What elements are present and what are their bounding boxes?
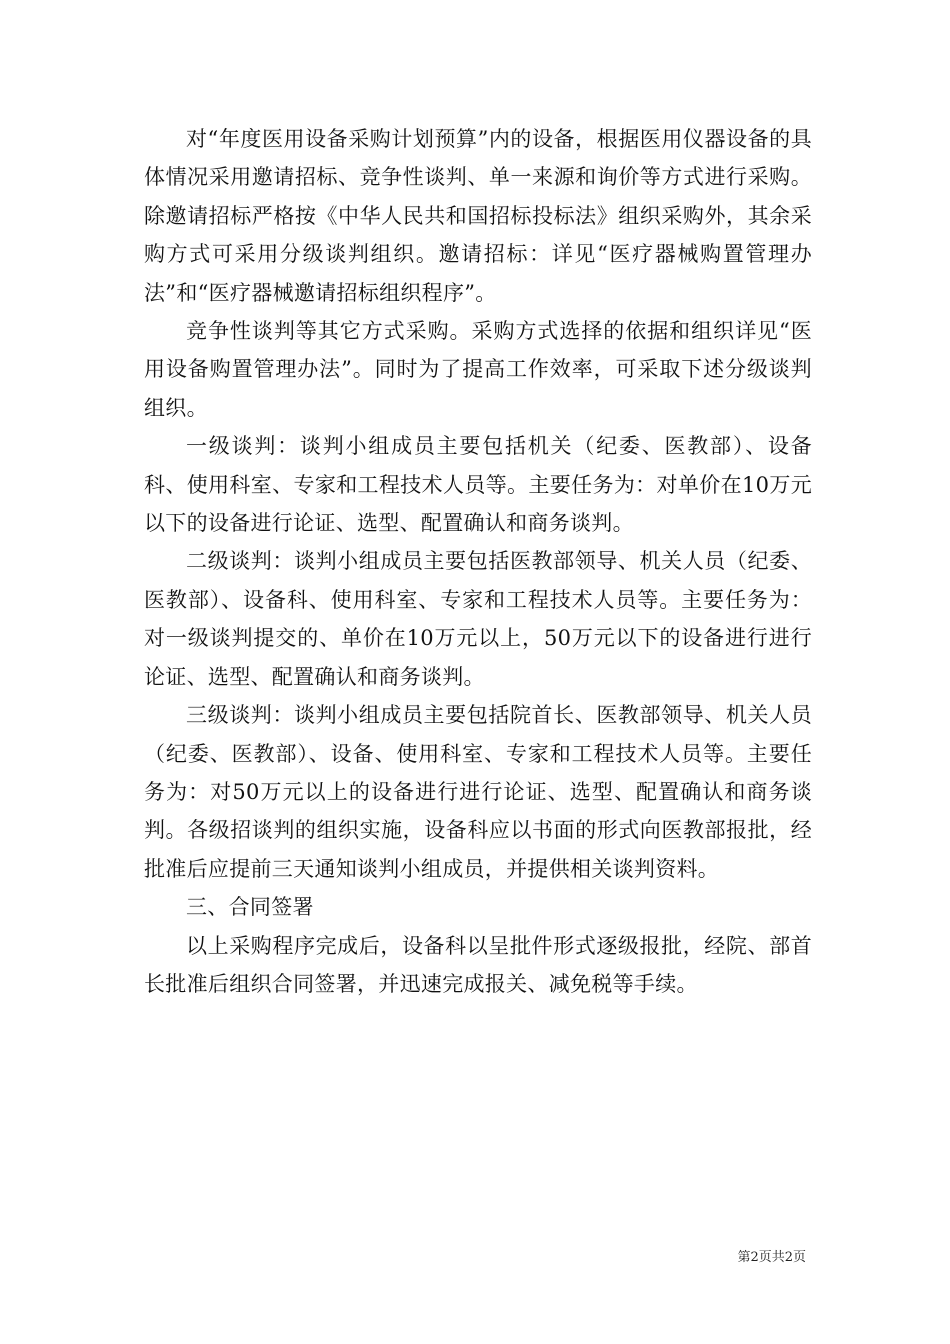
paragraph-competitive-negotiation: 竞争性谈判等其它方式采购。采购方式选择的依据和组织详见“医用设备购置管理办法”。同时为了提高工作效率，可采取下述分级谈判组织。 <box>144 319 812 420</box>
paragraph-invited-bidding: 对“年度医用设备采购计划预算”内的设备，根据医用仪器设备的具体情况采用邀请招标、竞争性谈判、单一来源和询价等方式进行采购。除邀请招标严格按《中华人民共和国招标投标法》组织采购外，其余采购方式可采用分级谈判组织。邀请招标：详见“医疗器械购置管理办法”和“医疗器械邀请招标组织程序”。 <box>144 127 812 305</box>
section-heading-contract-signing: 三、合同签署 <box>186 895 314 920</box>
paragraph-level-three-negotiation: 三级谈判：谈判小组成员主要包括院首长、医教部领导、机关人员（纪委、医教部）、设备、使用科室、专家和工程技术人员等。主要任务为：对50万元以上的设备进行进行论证、选型、配置确认和商务谈判。各级招谈判的组织实施，设备科应以书面的形式向医教部报批，经批准后应提前三天通知谈判小组成员，并提供相关谈判资料。 <box>144 703 812 881</box>
page-number: 第2页共2页 <box>737 1250 806 1265</box>
paragraph-level-one-negotiation: 一级谈判：谈判小组成员主要包括机关（纪委、医教部）、设备科、使用科室、专家和工程技术人员等。主要任务为：对单价在10万元以下的设备进行论证、选型、配置确认和商务谈判。 <box>144 434 812 536</box>
paragraph-level-two-negotiation: 二级谈判：谈判小组成员主要包括医教部领导、机关人员（纪委、医教部）、设备科、使用科室、专家和工程技术人员等。主要任务为：对一级谈判提交的、单价在10万元以上，50万元以下的设备进行进行论证、选型、配置确认和商务谈判。 <box>144 549 812 689</box>
paragraph-contract-signing: 以上采购程序完成后，设备科以呈批件形式逐级报批，经院、部首长批准后组织合同签署，并迅速完成报关、减免税等手续。 <box>144 933 812 996</box>
document-body <box>144 120 812 1003</box>
